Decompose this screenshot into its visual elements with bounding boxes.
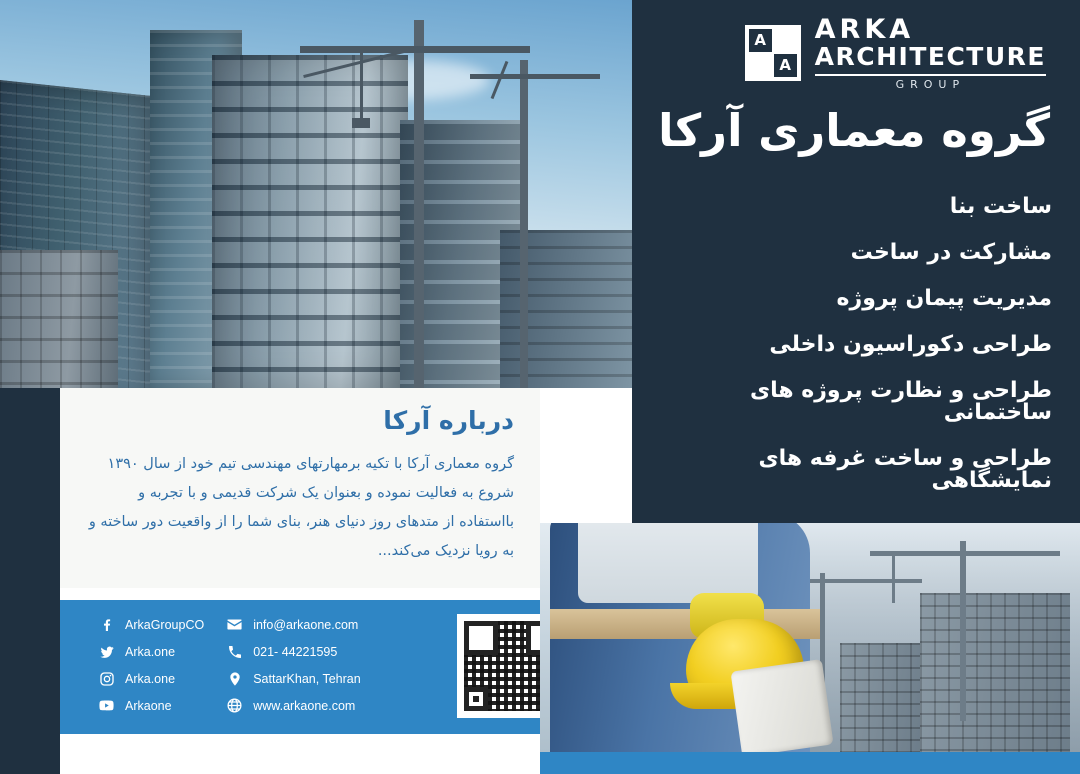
crane-mast xyxy=(414,20,424,388)
social-twitter-label: Arka.one xyxy=(125,644,176,659)
page-title: گروه معماری آرکا xyxy=(658,104,1050,157)
building-tower xyxy=(212,55,408,388)
site-building-2 xyxy=(840,643,920,752)
logo-letter-a-2: A xyxy=(773,53,798,78)
qr-eye xyxy=(464,687,488,711)
about-title: درباره آرکا xyxy=(383,406,514,435)
contact-email-label: info@arkaone.com xyxy=(253,617,359,632)
bottom-white-strip xyxy=(0,734,540,774)
social-facebook[interactable] xyxy=(98,616,204,633)
site-crane-mast xyxy=(960,541,966,721)
details-column xyxy=(226,616,360,724)
service-item: طراحی دکوراسیون داخلی xyxy=(769,332,1052,357)
about-card xyxy=(60,388,540,588)
social-youtube[interactable] xyxy=(98,697,204,714)
contact-bar xyxy=(60,600,540,734)
bottom-blue-strip xyxy=(540,752,1080,774)
facebook-icon xyxy=(98,616,115,633)
logo-cell-white xyxy=(773,28,798,53)
about-paragraph: گروه معماری آرکا با تکیه برمهارتهای مهندسی تیم خود از سال ۱۳۹۰ شروع به فعالیت نموده و بعنوان یک شرکت قدیمی و با تجربه و بااستفاده از متدهای روز دنیای هنر، بنای شما را از واقعیت دور ساخته و به رویا نزدیک می‌کند... xyxy=(88,456,514,559)
social-instagram[interactable] xyxy=(98,670,204,687)
services-list xyxy=(648,196,1052,492)
logo-line-2: ARCHITECTURE xyxy=(814,42,1046,72)
logo-letter-a-1: A xyxy=(748,28,773,53)
rolled-blueprint xyxy=(730,659,833,752)
site-crane-jib-2 xyxy=(802,579,922,583)
brand-logo xyxy=(745,16,1046,90)
service-item: طراحی و ساخت غرفه های نمایشگاهی xyxy=(758,446,1052,493)
contact-website[interactable] xyxy=(226,697,360,714)
service-item: طراحی و نظارت پروژه های ساختمانی xyxy=(749,378,1052,425)
location-icon xyxy=(226,670,243,687)
youtube-icon xyxy=(98,697,115,714)
logo-line-1: ARKA xyxy=(814,14,915,45)
phone-icon xyxy=(226,643,243,660)
contact-phone-label: 021- 44221595 xyxy=(253,644,338,659)
construction-worker-photo xyxy=(540,523,1080,752)
contact-address-label: SattarKhan, Tehran xyxy=(253,671,361,686)
social-column xyxy=(98,616,204,724)
instagram-icon xyxy=(98,670,115,687)
site-crane-jib xyxy=(870,551,1060,556)
bottom-dark-strip xyxy=(0,734,60,774)
building-low-left xyxy=(0,250,118,388)
twitter-icon xyxy=(98,643,115,660)
social-twitter[interactable] xyxy=(98,643,204,660)
contact-email[interactable] xyxy=(226,616,360,633)
logo-mark-icon xyxy=(745,25,801,81)
crane-jib xyxy=(470,74,600,79)
social-youtube-label: Arkaone xyxy=(125,698,172,713)
logo-line-3: GROUP xyxy=(895,77,966,91)
social-instagram-label: Arka.one xyxy=(125,671,176,686)
logo-wordmark xyxy=(815,16,1046,90)
contact-address[interactable] xyxy=(226,670,360,687)
logo-cell-white-2 xyxy=(748,53,773,78)
service-item: ساخت بنا xyxy=(949,194,1052,219)
logo-divider xyxy=(815,74,1046,76)
email-icon xyxy=(226,616,243,633)
crane-hook-line xyxy=(360,52,363,122)
crane-mast xyxy=(520,60,528,388)
service-item: مدیریت پیمان پروژه xyxy=(836,286,1052,311)
crane-hook xyxy=(352,118,370,128)
service-item: مشارکت در ساخت xyxy=(850,240,1052,265)
site-building xyxy=(920,593,1070,752)
contact-website-label: www.arkaone.com xyxy=(253,698,356,713)
services-panel xyxy=(632,0,1080,523)
skyscraper-photo xyxy=(0,0,632,388)
contact-phone[interactable] xyxy=(226,643,360,660)
worker-shirt xyxy=(578,523,758,603)
social-facebook-label: ArkaGroupCO xyxy=(125,617,205,632)
left-dark-strip xyxy=(0,388,60,600)
globe-icon xyxy=(226,697,243,714)
